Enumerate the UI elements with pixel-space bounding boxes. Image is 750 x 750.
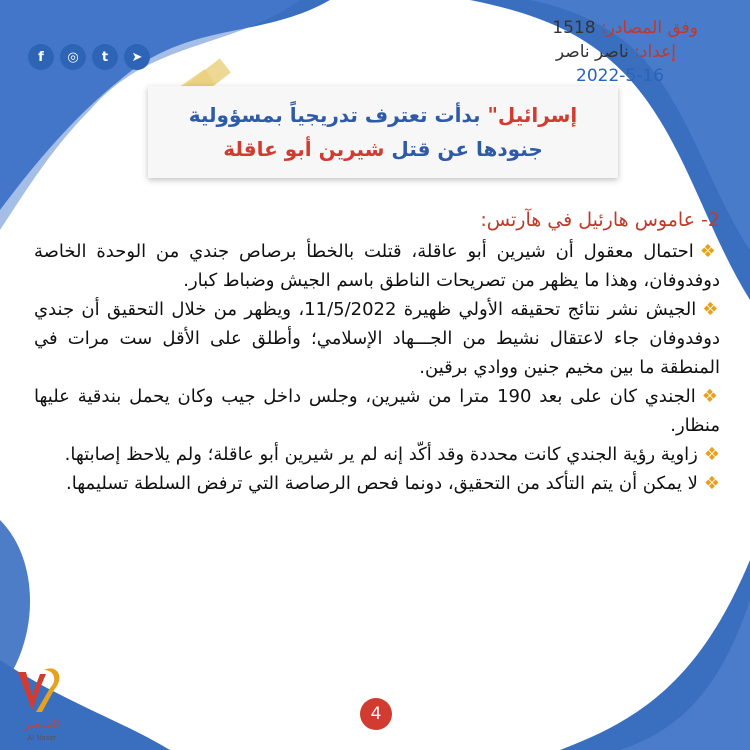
paragraph: ❖لا يمكن أن يتم التأكد من التحقيق، دونما فحص الرصاصة التي ترفض السلطة تسليمها. (66, 473, 720, 494)
title-line-1: إسرائيل" بدأت تعترف تدريجياً بمسؤولية (188, 103, 578, 127)
header-meta (552, 16, 698, 88)
paragraph: ❖الجندي كان على بعد 190 مترا من شيرين، وجلس داخل جيب وكان يحمل بندقية عليها منظار. (34, 386, 721, 436)
article-body (34, 206, 720, 498)
twitter-icon[interactable]: t (92, 44, 118, 70)
title-line-2: جنودها عن قتل شيرين أبو عاقلة (223, 137, 543, 161)
facebook-icon[interactable]: f (28, 44, 54, 70)
paragraph: ❖احتمال معقول أن شيرين أبو عاقلة، قتلت بالخطأ برصاص جندي من الوحدة الخاصة دوفدوفان، وهذا ما يظهر من تصريحات الناطق باسم الجيش وضباط كبار. (34, 241, 720, 291)
date: 2022-5-16 (576, 66, 664, 86)
social-icons (28, 44, 150, 70)
instagram-icon[interactable]: ◎ (60, 44, 86, 70)
prepared-line: إعداد: ناصر ناصر (555, 42, 676, 62)
paragraph: ❖الجيش نشر نتائج تحقيقه الأولي ظهيرة 11/5/2022، ويظهر من خلال التحقيق أن جندي دوفدوفان جاء لاعتقال نشيط من الجـــهاد الإسلامي؛ وأطلق على الأقل ست مرات في المنطقة ما بين مخيم جنين ووادي برقين. (34, 299, 721, 378)
telegram-icon[interactable]: ➤ (124, 44, 150, 70)
bullet-icon: ❖ (703, 473, 720, 494)
bullet-icon: ❖ (699, 241, 720, 262)
bullet-icon: ❖ (703, 444, 720, 465)
logo-sub: Al Naser (27, 734, 57, 742)
page-number: 4 (360, 698, 392, 730)
title-card (148, 86, 618, 178)
bullet-icon: ❖ (701, 386, 721, 407)
bullet-icon: ❖ (702, 299, 721, 320)
section-subtitle: 2- عاموس هارئيل في هآرتس: (480, 209, 720, 231)
sources-line: وفق المصادر: 1518 (552, 18, 698, 38)
al-naser-logo-icon (10, 666, 74, 744)
logo-name: المناصر (24, 718, 60, 731)
paragraph: ❖زاوية رؤية الجندي كانت محددة وقد أكّد إنه لم ير شيرين أبو عاقلة؛ ولم يلاحظ إصابتها. (64, 444, 720, 465)
